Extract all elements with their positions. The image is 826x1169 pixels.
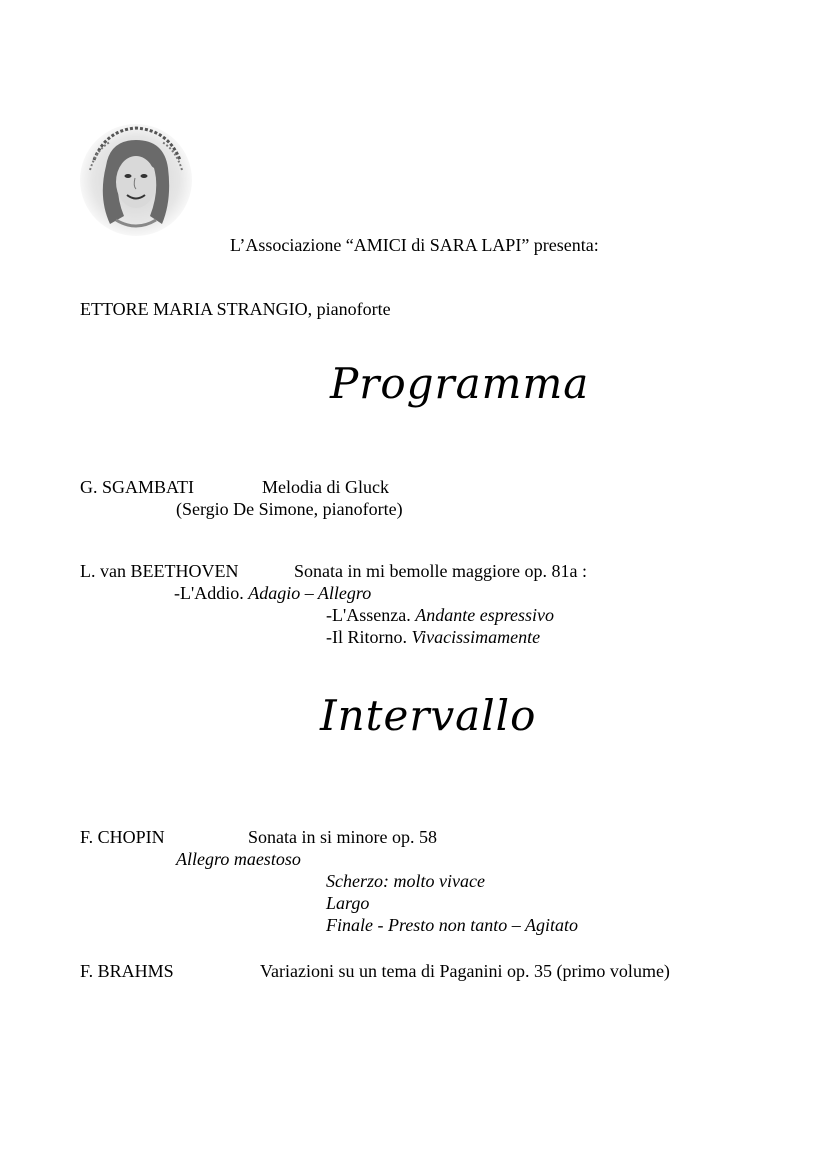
chopin-movement-3: Largo [326, 893, 370, 913]
beethoven-movement-2 [326, 604, 554, 626]
beethoven-movement-3 [326, 626, 540, 648]
sgambati-note: (Sergio De Simone, pianoforte) [176, 499, 403, 519]
performer-line: ETTORE MARIA STRANGIO, pianoforte [80, 299, 391, 319]
chopin-composer: F. CHOPIN [80, 827, 165, 847]
beethoven-composer: L. van BEETHOVEN [80, 561, 239, 581]
beethoven-movement-1 [174, 582, 371, 604]
association-intro: L’Associazione “AMICI di SARA LAPI” presenta: [230, 235, 599, 255]
chopin-movement-1: Allegro maestoso [176, 849, 301, 869]
brahms-composer: F. BRAHMS [80, 961, 174, 981]
chopin-movement-2: Scherzo: molto vivace [326, 871, 485, 891]
portrait-illustration [76, 120, 196, 238]
interval-heading: Intervallo [320, 691, 537, 740]
program-heading: Programma [330, 359, 590, 408]
sgambati-work: Melodia di Gluck [262, 477, 389, 497]
beethoven-work: Sonata in mi bemolle maggiore op. 81a : [294, 561, 587, 581]
movement-title: -L'Assenza. [326, 605, 416, 625]
movement-tempo: Vivacissimamente [411, 627, 541, 647]
movement-tempo: Andante espressivo [415, 605, 555, 625]
movement-tempo: Adagio – Allegro [248, 583, 372, 603]
sgambati-composer: G. SGAMBATI [80, 477, 195, 497]
chopin-movement-4: Finale - Presto non tanto – Agitato [326, 915, 578, 935]
movement-title: -L'Addio. [174, 583, 249, 603]
brahms-work: Variazioni su un tema di Paganini op. 35 (primo volume) [260, 961, 670, 981]
chopin-work: Sonata in si minore op. 58 [248, 827, 437, 847]
movement-title: -Il Ritorno. [326, 627, 412, 647]
